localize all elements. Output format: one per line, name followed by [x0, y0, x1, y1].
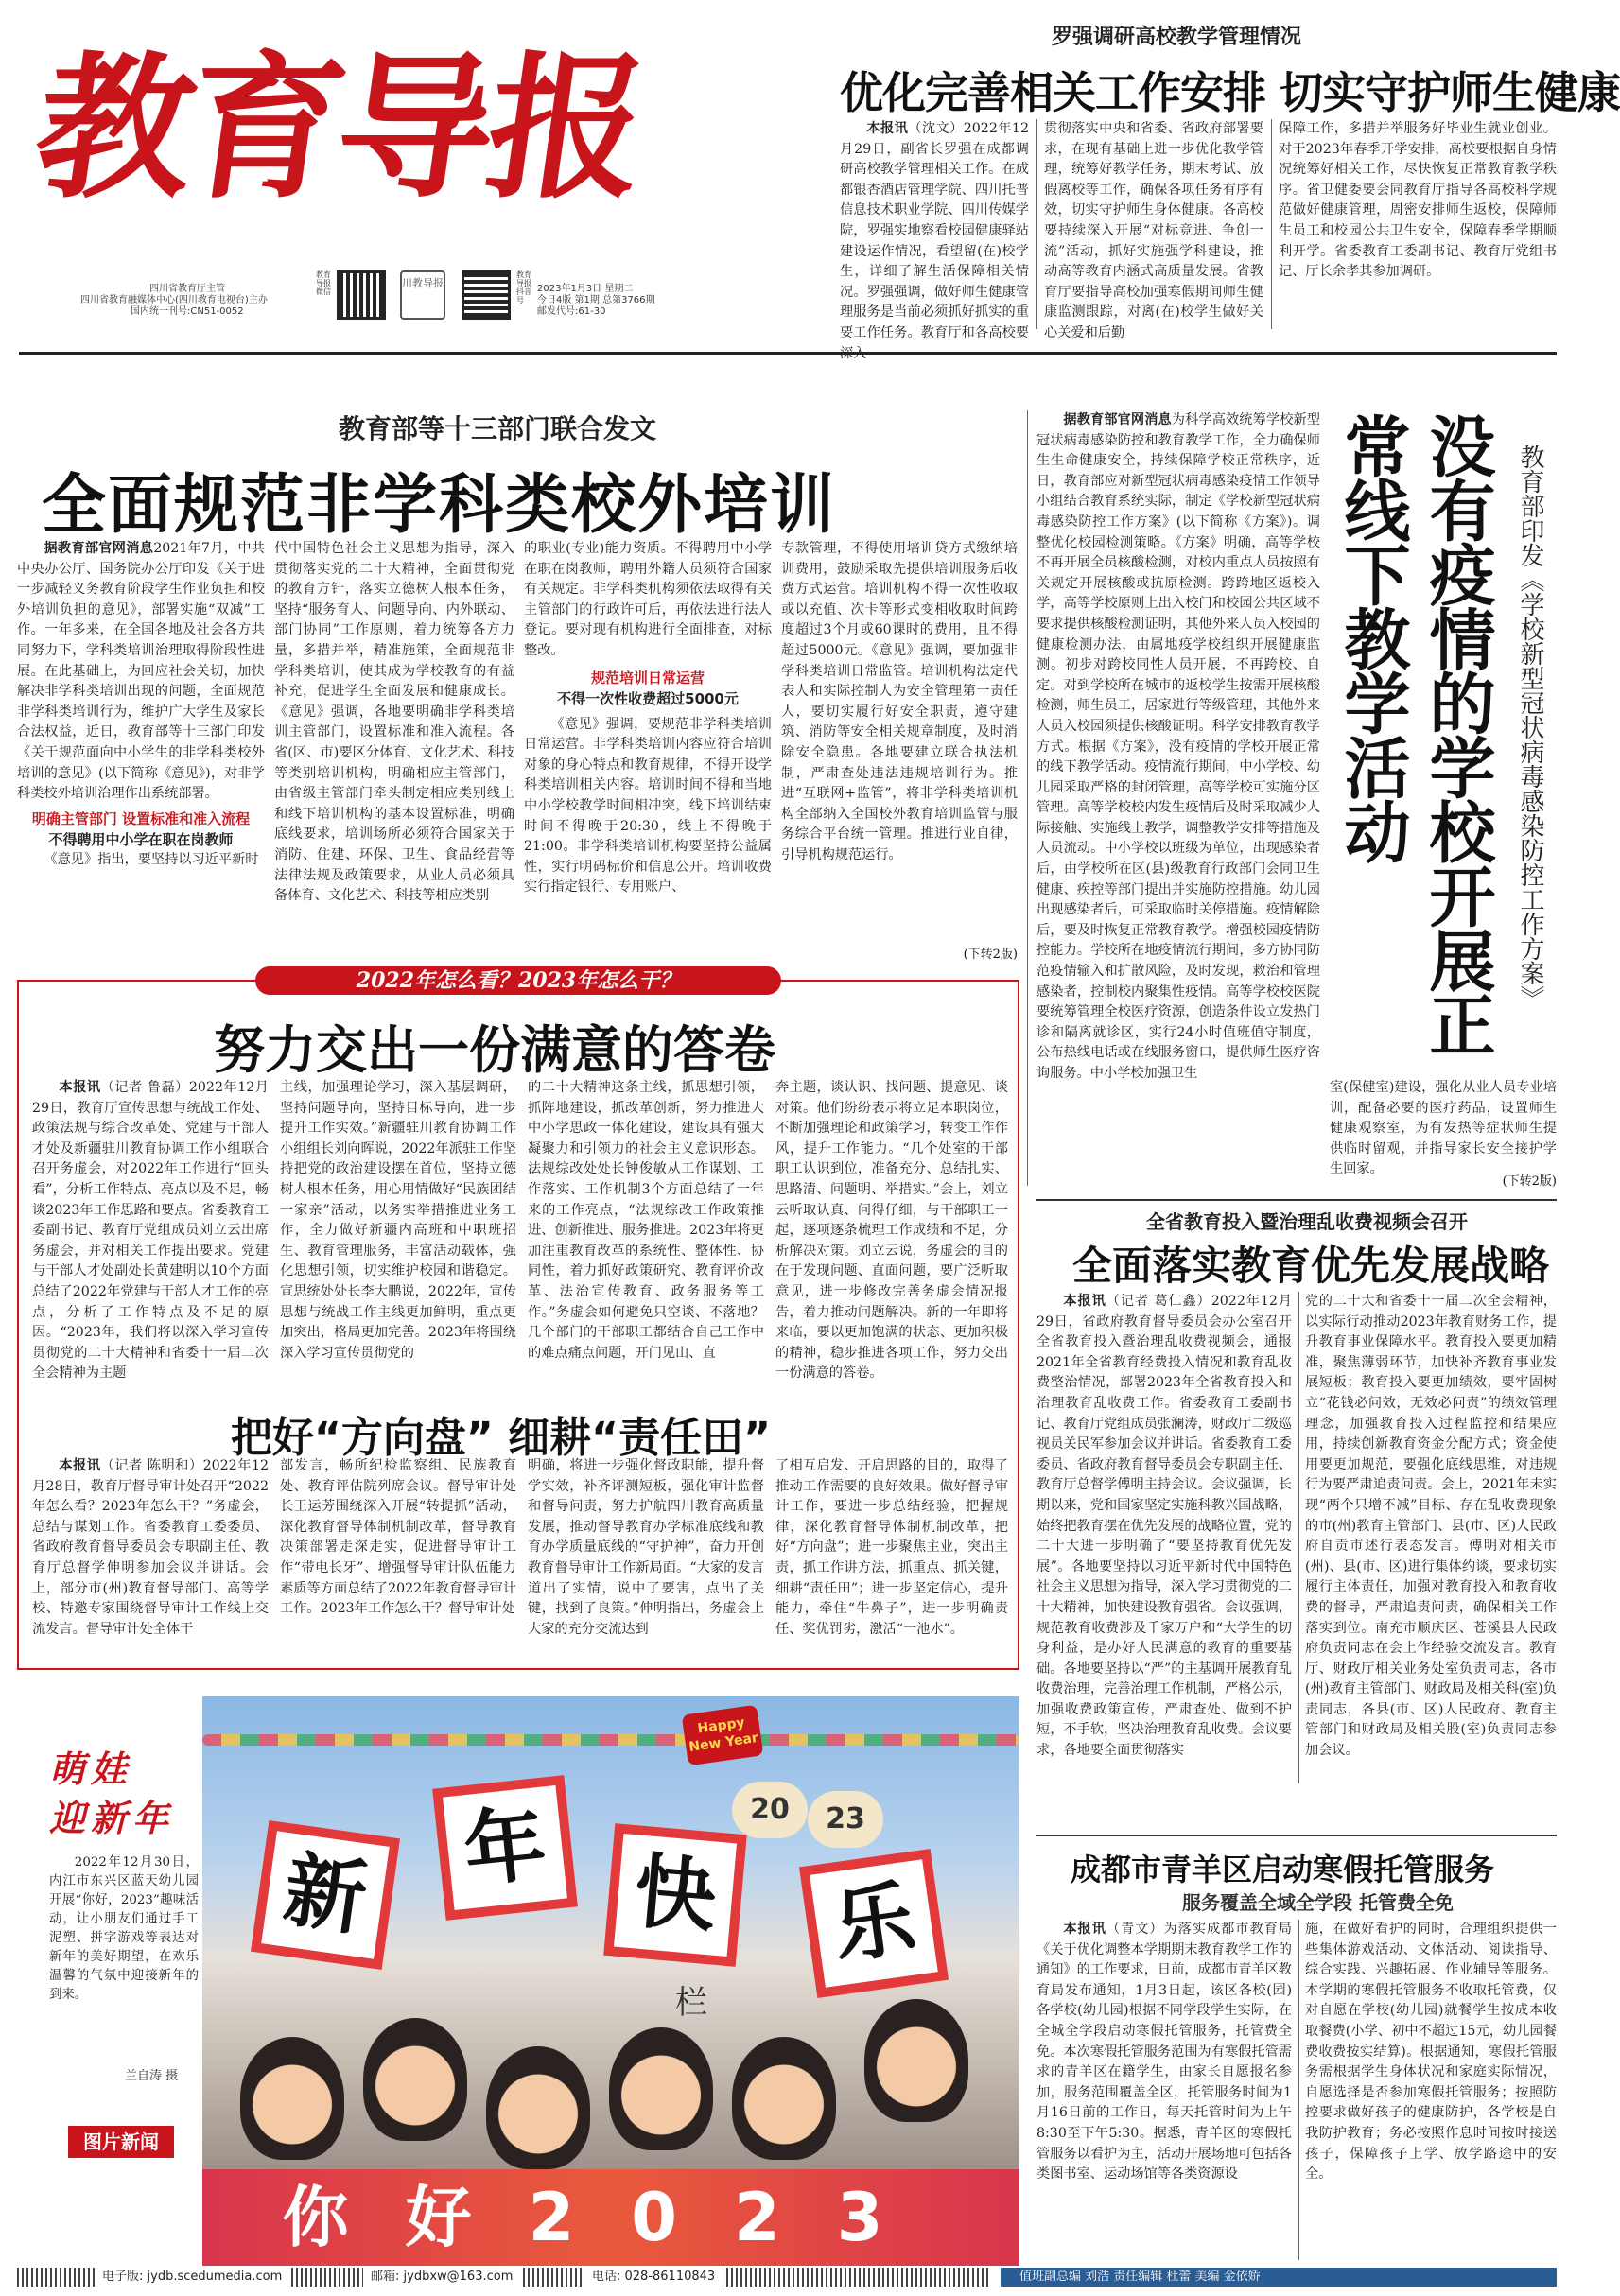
finance-headline: 全面落实教育优先发展战略	[1072, 1243, 1550, 1289]
training-subhead-1: 明确主管部门 设置标准和准入流程	[31, 809, 251, 827]
covid-col-1	[1036, 410, 1320, 1184]
training-turn: (下转2版)	[963, 948, 1018, 962]
photo-lan-char: 栏	[675, 1984, 707, 2022]
review-banner	[255, 966, 781, 995]
training-col-4	[781, 539, 1018, 946]
garland	[202, 1734, 1019, 1746]
training-subhead-3: 规范培训日常运营	[590, 669, 705, 687]
training-text-2: 代中国特色社会主义思想为指导，深入贯彻落实党的二十大精神，全面贯彻党的教育方针，落实立德树人根本任务，坚持“服务育人、问题导向、内外联动、部门协同”工作原则，着力统筹各方力量，多措并举，精准施策，全面规范非学科类培训，使其成为学校教育的有益补充，促进学生全面发展和健康成长。《意见》强调，各地要明确非学科类培训主管部门，设置标准和准入流程。各省(区、市)要区分体育、文化艺术、科技等类别培训机构，明确相应主管部门，由省级主管部门牵头制定相应类别线上和线下培训机构的基本设置标准，明确底线要求，培训场所必须符合国家关于消防、住建、环保、卫生、食品经营等法律法规及政策要求，从业人员必须具备体育、文化艺术、科技等相应类别	[274, 541, 514, 904]
poster-xin	[251, 1820, 400, 1970]
covid-kicker: 教育部印发《学校新型冠状病毒感染防控工作方案》	[1516, 444, 1544, 1010]
covid-headline: 没有疫情的学校开展正常线下教学活动	[1333, 412, 1496, 1055]
training-kicker: 教育部等十三部门联合发文	[339, 413, 657, 444]
answer-col-1	[32, 1078, 269, 1400]
training-subhead-3b: 不得一次性收费超过5000元	[557, 689, 739, 707]
answer-text-4: 奔主题，谈认识、找问题、提意见、谈对策。他们纷纷表示将立足本职岗位，不断加强理论和政策学习，转变工作作风，提升工作能力。“几个处室的干部职工认识到位，准备充分、总结扎实、思路清、问题明、举措实。”会上，刘立云听取认真、问得仔细，与干部职工一起，逐项逐条梳理工作成绩和不足，分析解决对策。刘立云说，务虚会的目的在于发现问题、直面问题，要广泛听取意见，进一步修改完善务虚会情况报告，着力推动问题解决。新的一年即将来临，要以更加饱满的状态、更加积极的精神，稳步推进各项工作，努力交出一份满意的答卷。	[775, 1080, 1008, 1382]
issue-date: 2023年1月3日 星期二	[537, 284, 634, 294]
covid-text-1: 为科学高效统筹学校新型冠状病毒感染防控和教育教学工作，全力确保师生生命健康安全，持续保障学校正常秩序，近日，教育部应对新型冠状病毒感染疫情工作领导小组结合教育系统实际，制定《学校新型冠状病毒感染防控工作方案》(以下简称《方案》)。调整优化校园检测策略。《方案》明确，高等学校不再开展全员核酸检测，对校内重点人员按照有关规定开展核酸或抗原检测。跨跨地区返校入学，高等学校原则上出入校门和校园公共区域不要求提供核酸检测证明，其他外来人员入校园的健康检测办法，由属地疫学校组织开展健康监测。初步对跨校同性人员开展，不再跨校、自定。对到学校所在城市的返校学生按需开展核酸检测，师生员工，居家进行等级管理，其他外来人员入校园须提供核酸证明。科学安排教育教学方式。根据《方案》，没有疫情的学校开展正常的线下教学活动。疫情流行期间，中小学校、幼儿园采取严格的封闭管理，高等学校可实施分区管理。高等学校校内发生疫情后及时采取减少人际接触、实施线上教学，调整教学安排等措施及人员流动。中小学校以班级为单位，出现感染者后，由学校所在区(县)级教育行政部门会同卫生健康、疾控等部门提出并实施防控措施。幼儿园出现感染者后，可采取临时关停措施。疫情解除后，要及时恢复正常教育教学。增强校园疫情防控能力。学校所在地疫情流行期间，多方协同防范疫情输入和扩散风险，及时发现，救治和管理感染者，控制校内聚集性疫情。高等学校校医院要统筹管理全校医疗资源，创造条件设立发热门诊和隔离就诊区，实行24小时值班值守制度，公布热线电话或在线服务窗口，提供师生医疗咨询服务。中小学校加强卫生	[1036, 412, 1320, 1081]
footer-editors: 值班副总编 刘浩 责任编辑 杜蕾 美编 金依娇	[1001, 2268, 1557, 2287]
app-logo-text: 川教导报	[402, 277, 444, 289]
masthead-divider	[19, 352, 1557, 355]
training-text-1: 2021年7月，中共中央办公厅、国务院办公厅印发《关于进一步减轻义务教育阶段学生作业负担和校外培训负担的意见》，部署实施“双减”工作。一年多来，在全国各地及社会各方共同努力下，学科类培训治理取得阶段性进展。在此基础上，为回应社会关切，加快解决非学科类培训出现的问题，全面规范非学科类培训行为，维护广大学生及家长合法权益，近日，教育部等十三部门印发《关于规范面向中小学生的非学科类校外培训的意见》(以下简称《意见》)，对非学科类校外培训治理作出系统部署。	[17, 541, 265, 802]
training-subhead-1b: 不得聘用中小学在职在岗教师	[48, 830, 234, 848]
winter-text-2: 施，在做好看护的同时，合理组织提供一些集体游戏活动、文体活动、阅读指导、综合实践、兴趣拓展、作业辅导等服务。本学期的寒假托管服务不收取托管费，仅对自愿在学校(幼儿园)就餐学生按成本收取餐费(小学、初中不超过15元，幼儿园餐费收费按实结算)。根据通知，寒假托管服务需根据学生身体状况和家庭实际情况，自愿选择是否参加寒假托管服务；按照防控要求做好孩子的健康防护，各学校是自我防护教育；务必按照作息时间按时接送孩子，保障孩子上学、放学路途中的安全。	[1305, 1922, 1557, 2183]
poster-le-char: 乐	[827, 1870, 921, 1976]
training-text-3b: 《意见》强调，要规范非学科类培训日常运营。非学科类培训内容应符合培训对象的身心特点和教育规律，不得开设学科类培训相关内容。培训时间不得和当地中小学校教学时间相冲突，线下培训结束时间不得晚于20:30，线上不得晚于21:00。非学科类培训机构要坚持公益属性，实行明码标价和信息公开。培训收费实行指定银行、专用账户、	[524, 716, 772, 896]
footer-phone: 电话: 028-86110843	[584, 2268, 723, 2287]
finance-text-1: （记者 葛仁鑫）2022年12月29日，省政府教育督导委员会办公室召开全省教育投入暨治理乱收费视频会，通报2021年全省教育经费投入情况和教育乱收费整治情况，部署2023年全省教育投入和治理教育乱收费工作。省委教育工委副书记、教育厅党组成员张澜涛，财政厅二级巡视员关民军参加会议并讲话。省委教育工委委员、省政府教育督导委员会专职副主任、教育厅总督学傅明主持会议。会议强调，长期以来，党和国家坚定实施科教兴国战略，始终把教育摆在优先发展的战略位置，党的二十大进一步明确了“要坚持教育优先发展”。各地要坚持以习近平新时代中国特色社会主义思想为指导，深入学习贯彻党的二十大精神，加快建设教育强省。会议强调，规范教育收费涉及千家万户和“大学生的切身利益，是办好人民满意的教育的重要基础。各地要坚持以“严”的主基调开展教育乱收费治理，完善治理工作机制，严格公示，加强收费政策宣传，严肃查处、做到不护短，不手软，坚决治理教育乱收费。会议要求，各地要全面贯彻落实	[1036, 1294, 1292, 1759]
covid-col-2	[1330, 1078, 1557, 1177]
answer-text-2: 主线，加强理论学习，深入基层调研，坚持问题导向，坚持目标导向，进一步提升工作实效。”新疆驻川教育协调工作小组组长刘向晖说，2022年派驻工作坚持把党的政治建设摆在首位，坚持立德树人根本任务，用心用情做好“民族团结一家亲”活动，以务实举措推进业务工作，全力做好新疆内高班和中职班招生、教育管理服务，丰富活动载体，强化思想引领，切实维护校园和谐稳定。宣思统处处长李大鹏说，2022年，宣传思想与统战工作主线更加鲜明，重点更加突出，格局更加完善。2023年将围绕深入学习宣传贯彻党的	[280, 1080, 516, 1361]
training-col-2	[274, 539, 514, 965]
audit-lead: 本报讯	[59, 1458, 101, 1473]
top-story-kicker: 罗强调研高校教学管理情况	[1052, 26, 1302, 49]
poster-xin-char: 新	[278, 1841, 373, 1948]
masthead	[0, 0, 823, 331]
training-col-3	[524, 539, 772, 965]
masthead-sponsor-1: 四川省教育厅主管	[149, 284, 225, 294]
photo-credit: 兰自涛 摄	[125, 2069, 179, 2083]
answer-text-3: 的二十大精神这条主线，抓思想引领，抓阵地建设，抓改革创新，努力推进大中小学思政一体化建设，建设具有强大凝聚力和引领力的社会主义意识形态。法规综改处处长钟俊敏从工作谋划、工作落实、工作机制3个方面总结了一年来的工作亮点，“法规综改工作政策推进、创新推进、服务推进。2023年将更加注重教育改革的系统性、整体性、协同性，着力抓好政策研究、教育评价改革、法治宣传教育、政务服务等工作。”务虚会如何避免只空谈、不落地？几个部门的干部职工都结合自己工作中的难点痛点问题，开门见山、直	[528, 1080, 764, 1361]
answer-col-4	[775, 1078, 1008, 1400]
photo-caption	[49, 1853, 199, 2024]
answer-text-1: （记者 鲁磊）2022年12月29日，教育厅宣传思想与统战工作处、政策法规与综合改革处、党建与干部人才处及新疆驻川教育协调工作小组联合召开务虚会，对2022年工作进行“回头看”，分析工作特点、亮点以及不足，畅谈2023年工作思路和要点。省委教育工委副书记、教育厅党组成员刘立云出席务虚会，并对相关工作提出要求。党建与干部人才处副处长黄建明以10个方面总结了2022年党建与干部人才工作的亮点，分析了工作特点及不足的原因。“2023年，我们将以深入学习宣传贯彻党的二十大精神和省委十一届二次全会精神为主题	[32, 1080, 269, 1382]
footer-email: 邮箱: jydbxw@163.com	[363, 2268, 520, 2287]
masthead-title: 教育导报	[25, 36, 653, 219]
training-text-1b: 《意见》指出，要坚持以习近平新时	[44, 851, 259, 867]
training-col-1	[17, 539, 265, 965]
training-lead: 据教育部官网消息	[44, 541, 154, 556]
child-3	[486, 2046, 590, 2169]
audit-col-3	[528, 1456, 764, 1659]
child-4	[609, 2027, 713, 2150]
answer-col-2	[280, 1078, 516, 1400]
qr-label-1: 教育导报微信	[316, 270, 331, 296]
winter-subheadline: 服务覆盖全域全学段 托管费全免	[1182, 1891, 1454, 1914]
issue-postal: 邮发代号:61-30	[537, 306, 606, 317]
qr-code-icon	[462, 270, 511, 320]
masthead-sponsor-3: 国内统一刊号:CN51-0052	[131, 306, 244, 317]
poster-nian	[432, 1775, 578, 1921]
poster-kuai	[603, 1823, 747, 1967]
photo-board: 你好2023	[202, 2169, 1019, 2266]
audit-col-2	[280, 1456, 516, 1659]
top-story-text-3: 保障工作，多措并举服务好毕业生就业创业。对于2023年春季开学安排，高校要根据自身情况统筹好相关工作，尽快恢复正常教育教学秩序。省卫健委要会同教育厅指导各高校科学规范做好健康管理，周密安排师生返校，保障师生员工和校园公共卫生安全，保障春季学期顺利开学。省委教育工委副书记、教育厅党组书记、厅长余孝其参加调研。	[1279, 121, 1557, 280]
photo-title-2: 迎新年	[49, 1797, 175, 1839]
top-story-headline: 优化完善相关工作安排 切实守护师生健康	[840, 67, 1620, 118]
finance-kicker: 全省教育投入暨治理乱收费视频会召开	[1146, 1210, 1468, 1233]
winter-col-2	[1305, 1920, 1557, 2260]
top-story-text-2: 贯彻落实中央和省委、省政府部署要求，在现有基础上进一步优化教学管理，统筹好教学任务，期末考试、放假离校等工作，确保各项任务有序有效，切实守护师生身体健康。各高校要持续深入开展“对标竞进、争创一流”活动，抓好实施强学科建设，推动高等教育内涵式高质量发展。省教育厅要指导高校加强寒假期间师生健康监测跟踪，对离(在)校学生做好关心关爱和后勤	[1044, 121, 1263, 340]
review-banner-label: 2022年怎么看？2023年怎么干？	[356, 968, 681, 993]
child-5	[732, 2037, 836, 2160]
poster-nian-char: 年	[459, 1795, 550, 1900]
covid-text-2: 室(保健室)建设，强化从业人员专业培训，配备必要的医疗药品，设置师生健康观察室，为有发热等症状师生提供临时留观，并指导家长安全接护学生回家。	[1330, 1080, 1557, 1177]
child-1	[240, 2037, 344, 2160]
qr-label-3: 教育导报抖音号	[516, 270, 531, 304]
finance-text-2: 党的二十大和省委十一届二次全会精神，以实际行动推动2023年教育财务工作，提升教育事业保障水平。教育投入要更加精准，聚焦薄弱环节，加快补齐教育事业发展短板；教育投入要更加绩效，要牢固树立“花钱必问效，无效必问责”的绩效管理理念，加强教育投入过程监控和结果应用，持续创新教育资金分配方式；资金使用要更加规范，要强化底线思维，对违规行为要严肃追责问责。会上，2021年未实现“两个只增不减”目标、存在乱收费现象的市(州)教育主管部门、县(市、区)人民政府自贡市述行表态发言。傅明对相关市(州)、县(市、区)进行集体约谈，要求切实履行主体责任，加强对教育投入和教育收费的督导，严肃追责问责，确保相关工作落实到位。南充市顺庆区、苍溪县人民政府负责同志在会上作经验交流发言。教育厅、财政厅相关业务处室负责同志，各市(州)教育主管部门、财政局及相关科(室)负责同志，各县(市、区)人民政府、教育主管部门和财政局及相关股(室)负责同志参加会议。	[1305, 1294, 1557, 1759]
training-text-4: 专款管理，不得使用培训贷方式缴纳培训费用，鼓励采取先提供培训服务后收费方式运营。培训机构不得一次性收取或以充值、次卡等形式变相收取时间跨度超过3个月或60课时的费用，且不得超过5000元。《意见》强调，要加强非学科类培训日常监管。培训机构法定代表人和实际控制人为安全管理第一责任人，要切实履行好安全职责，遵守建筑、消防等安全相关规章制度，及时消除安全隐患。各地要建立联合执法机制，严肃查处违法违规培训行为。推进“互联网+监管”，将非学科类培训机构全部纳入全国校外教育培训监管与服务综合平台统一管理。推进行业自律，引导机构规范运行。	[781, 541, 1018, 862]
top-story-lead: 本报讯	[866, 121, 909, 136]
answer-headline: 努力交出一份满意的答卷	[214, 1020, 775, 1080]
audit-headline: 把好“方向盘” 细耕“责任田”	[231, 1414, 771, 1462]
audit-col-4	[775, 1456, 1008, 1659]
audit-col-1	[32, 1456, 269, 1659]
audit-text-2: 部发言，畅所纪检监察组、民族教育处、教育评估院列席会议。督导审计处长王运芳围绕深入开展“转提抓”活动，深化教育督导体制机制改革，督导教育决策部署走深走实，促进督导审计工作“带电长牙”、增强督导审计队伍能力素质等方面总结了2022年教育督导审计工作。2023年工作怎么干？督导审计处	[280, 1458, 516, 1617]
winter-text-1: （青文）为落实成都市教育局《关于优化调整本学期期末教育教学工作的通知》的工作要求，日前，成都市青羊区教育局发布通知，1月3日起，该区各校(园)各学校(幼儿园)根据不同学段学生实际，在全城全学段启动寒假托管服务，托管费全免。本次寒假托管服务范围为有寒假托管需求的青羊区在籍学生，由家长自愿报名参加，服务范围覆盖全区，托管服务时间为1月16日前的工作日，每天托管时间为上午8:30至下午5:30。据悉，青羊区的寒假托管服务以看护为主，活动开展场地可包括各类图书室、运动场馆等各类资源设	[1036, 1922, 1292, 2183]
photo-title-1: 萌娃	[49, 1748, 133, 1790]
audit-text-1: （记者 陈明和）2022年12月28日，教育厅督导审计处召开“2022年怎么看？2023年怎么干？”务虚会，总结与谋划工作。省委教育工委委员、省政府教育督导委员会专职副主任、教育厅总督学伸明参加会议并讲话。会上，部分市(州)教育督导部门、高等学校、特邀专家围绕督导审计工作线上交流发言。督导审计处全体干	[32, 1458, 269, 1637]
app-logo-icon	[400, 270, 445, 320]
answer-lead: 本报讯	[59, 1080, 101, 1095]
training-headline: 全面规范非学科类校外培训	[42, 468, 837, 543]
finance-col-2	[1305, 1292, 1557, 1783]
child-2	[363, 2018, 467, 2141]
answer-col-3	[528, 1078, 764, 1400]
covid-lead: 据教育部官网消息	[1063, 412, 1172, 427]
photo-news-label: 图片新闻	[68, 2126, 174, 2158]
poster-kuai-char: 快	[630, 1843, 721, 1946]
training-text-3: 的职业(专业)能力资质。不得聘用中小学在职在岗教师，聘用外籍人员须符合国家有关规定。非学科类机构须依法取得有关主管部门的行政许可后，再依法进行法人登记。要对现有机构进行全面排查，对标整改。	[524, 541, 772, 658]
footer-website: 电子版: jydb.scedumedia.com	[95, 2268, 289, 2287]
winter-col-1	[1036, 1920, 1292, 2260]
covid-turn: (下转2版)	[1502, 1174, 1557, 1189]
top-story-col-2	[1044, 119, 1263, 340]
balloon-20: 20	[732, 1782, 808, 1838]
child-6	[864, 1999, 968, 2122]
winter-headline: 成都市青羊区启动寒假托管服务	[1071, 1852, 1495, 1887]
balloon-23: 23	[808, 1791, 883, 1848]
photo-caption-text: 2022年12月30日，内江市东兴区蓝天幼儿园开展“你好，2023”趣味活动，让小朋友们通过手工泥塑、拼字游戏等表达对新年的美好期望，在欢乐温馨的气氛中迎接新年的到来。	[49, 1855, 199, 2002]
finance-lead: 本报讯	[1063, 1294, 1106, 1309]
happy-new-year-sign: Happy New Year	[682, 1705, 764, 1766]
masthead-sponsor-2: 四川省教育融媒体中心(四川教育电视台)主办	[80, 295, 268, 305]
qr-code-icon	[337, 270, 386, 320]
audit-text-3: 明确，将进一步强化督政职能，提升督学实效，补齐评测短板，强化审计监督和督导问责，努力护航四川教育高质量发展，推动督导教育办学标准底线和教育办学质量底线的“守护神”，奋力开创教育督导审计工作新局面。“大家的发言道出了实情，说中了要害，点出了关键，找到了良策。”伸明指出，务虚会上大家的充分交流达到	[528, 1458, 764, 1637]
finance-col-1	[1036, 1292, 1292, 1783]
audit-text-4: 了相互启发、开启思路的目的，取得了推动工作需要的良好效果。做好督导审计工作，要进一步总结经验，把握规律，深化教育督导体制机制改革，把好“方向盘”；进一步聚焦主业，突出主责，抓工作讲方法，抓重点、抓关键，细耕“责任田”；进一步坚定信心，提升能力，牵住“牛鼻子”，进一步明确责任、奖优罚劣，激活“一池水”。	[775, 1458, 1008, 1637]
photo-image	[202, 1696, 1019, 2266]
poster-le	[799, 1849, 949, 1998]
winter-lead: 本报讯	[1063, 1922, 1106, 1937]
top-story-col-3	[1279, 119, 1557, 329]
top-story-col-1	[840, 119, 1029, 361]
issue-pages: 今日4版 第1期 总第3766期	[537, 295, 655, 305]
top-story-text-1: （沈文）2022年12月29日，副省长罗强在成都调研高校教学管理相关工作。在成都银杏酒店管理学院、四川托普信息技术职业学院、四川传媒学院，罗强实地察看校园健康驿站建设运作情况，看望留(在)校学生，详细了解生活保障相关情况。罗强强调，做好师生健康管理服务是当前必须抓好抓实的重要工作任务。教育厅和各高校要深入	[840, 121, 1029, 361]
